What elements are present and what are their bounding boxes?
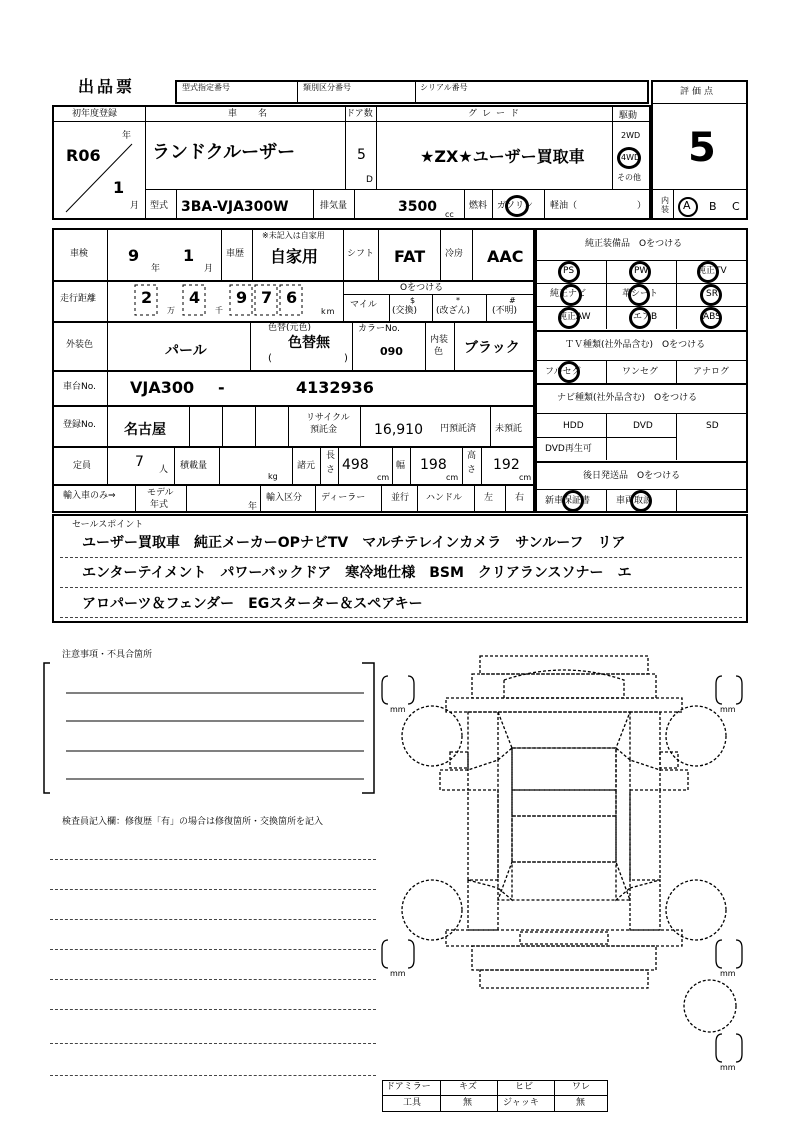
tv-title: ＴＶ種類(社外品含む) Oをつける xyxy=(565,340,706,350)
equip-airbag: エアB xyxy=(633,312,658,322)
doors-unit: D xyxy=(366,175,373,185)
height-label-1: 高 xyxy=(467,451,477,461)
recycle-not: 未預託 xyxy=(495,424,523,434)
later-warranty: 新車保証書 xyxy=(545,496,591,506)
fuel-gasoline: ガソリン xyxy=(497,201,534,211)
mileage-altered: (改ざん) xyxy=(436,306,471,316)
repaint-paren-left: ( xyxy=(268,353,272,364)
ac-value: AAC xyxy=(487,247,524,266)
mileage-digit: 6 xyxy=(286,288,298,307)
model-value: 3BA-VJA300W xyxy=(181,199,289,215)
inspection-month-unit: 月 xyxy=(204,264,214,274)
color-no-label: カラーNo. xyxy=(358,324,400,334)
mileage-digit-boxes xyxy=(109,281,345,321)
first-reg-label: 初年度登録 xyxy=(72,109,118,119)
first-reg-year-unit: 年 xyxy=(122,131,132,141)
equip-abs-circle xyxy=(700,307,722,329)
capacity-label: 定員 xyxy=(73,461,92,471)
width-value: 198 xyxy=(420,457,447,473)
equip-navi: 純正ナビ xyxy=(550,289,587,299)
history-label: 車歴 xyxy=(226,249,245,259)
tv-analog: アナログ xyxy=(693,367,730,377)
car-damage-diagram xyxy=(380,640,752,1080)
interior-a: A xyxy=(683,199,691,212)
mileage-unknown: (不明) xyxy=(492,306,518,316)
score-label: 評価点 xyxy=(680,87,717,97)
mileage-digit: 7 xyxy=(261,288,273,307)
equip-sr-circle xyxy=(700,284,722,306)
recycle-label-1: リサイクル xyxy=(306,413,350,423)
exterior-label: 外装色 xyxy=(66,340,94,350)
height-unit: cm xyxy=(519,473,532,482)
form-title: 出品票 xyxy=(78,77,136,96)
interior-c: C xyxy=(732,200,740,213)
equip-ps-circle xyxy=(558,261,580,283)
first-reg-slash xyxy=(62,140,138,216)
notes-label: 注意事項・不具合箇所 xyxy=(62,650,153,660)
chassis-number: 4132936 xyxy=(296,378,374,397)
mileage-km: km xyxy=(321,307,336,316)
mark-note: Oをつける xyxy=(400,283,444,293)
first-reg-year: R06 xyxy=(66,146,101,165)
later-warranty-circle xyxy=(562,490,584,512)
capacity-unit: 人 xyxy=(159,465,169,475)
legend-value: 無 xyxy=(576,1098,586,1108)
chassis-dash: - xyxy=(218,378,225,397)
equip-tv: 純正TV xyxy=(697,266,727,276)
mileage-label: 走行距離 xyxy=(60,294,97,304)
notes-bracket xyxy=(40,655,385,800)
tv-fullseg-circle xyxy=(558,361,580,383)
displacement-value: 3500 xyxy=(398,199,437,215)
equip-airbag-circle xyxy=(629,307,651,329)
load-label: 積載量 xyxy=(180,461,208,471)
drive-4wd-circle xyxy=(617,147,641,169)
drive-other: その他 xyxy=(617,173,641,182)
later-manual: 車両取説 xyxy=(616,496,653,506)
car-name-label: 車 名 xyxy=(228,109,274,119)
recycle-amount: 16,910 xyxy=(374,422,423,438)
mileage-exchange: (交換) xyxy=(392,306,418,316)
legend-value: 無 xyxy=(463,1098,473,1108)
sales-line: エンターテイメント パワーバックドア 寒冷地仕様 BSM クリアランスソナー エ xyxy=(82,565,632,581)
serial-header-box xyxy=(175,80,649,104)
navi-dvd-play: DVD再生可 xyxy=(545,444,592,454)
grade-label: グレード xyxy=(468,109,525,119)
mileage-digit: 2 xyxy=(141,288,153,307)
serial-label: シリアル番号 xyxy=(420,83,468,92)
height-value: 192 xyxy=(493,457,520,473)
later-title: 後日発送品 Oをつける xyxy=(583,471,681,481)
color-no-value: 090 xyxy=(380,345,403,358)
interior-label: 内装 xyxy=(661,196,669,214)
mileage-mile: マイル xyxy=(350,300,377,310)
legend-header: ワレ xyxy=(572,1082,591,1092)
equip-title: 純正装備品 Oをつける xyxy=(585,239,683,249)
capacity-value: 7 xyxy=(135,454,144,470)
length-label-1: 長 xyxy=(326,451,336,461)
recycle-done: 円預託済 xyxy=(440,424,477,434)
reg-value: 名古屋 xyxy=(124,422,166,438)
handle-right: 右 xyxy=(515,493,525,503)
fuel-paren: ） xyxy=(637,201,647,211)
chassis-label: 車台No. xyxy=(63,382,96,392)
navi-hdd: HDD xyxy=(563,421,584,431)
mileage-sen: 千 xyxy=(215,306,223,315)
import-label: 輸入車のみ⇒ xyxy=(63,491,116,501)
interior-b: B xyxy=(709,200,717,213)
legend-value: ジャッキ xyxy=(503,1098,539,1108)
later-manual-circle xyxy=(630,490,652,512)
equip-navi-circle xyxy=(560,284,582,306)
mm-label-fl: mm xyxy=(390,705,406,714)
model-year-unit: 年 xyxy=(248,502,258,512)
navi-title: ナビ種類(社外品含む) Oをつける xyxy=(557,393,698,403)
model-year-label-2: 年式 xyxy=(150,500,169,510)
inspection-year-unit: 年 xyxy=(151,264,161,274)
mm-label-spare: mm xyxy=(720,1063,736,1072)
length-value: 498 xyxy=(342,457,369,473)
shift-value: FAT xyxy=(394,247,426,266)
equip-tv-circle xyxy=(697,261,719,283)
mm-label-rr: mm xyxy=(720,969,736,978)
chassis-prefix: VJA300 xyxy=(130,378,195,397)
score-value: 5 xyxy=(688,125,716,171)
mileage-man: 万 xyxy=(167,306,175,315)
import-type-label: 輸入区分 xyxy=(266,493,303,503)
mm-label-rl: mm xyxy=(390,969,406,978)
inspection-month: 1 xyxy=(183,246,195,265)
navi-dvd: DVD xyxy=(633,421,653,431)
displacement-label: 排気量 xyxy=(320,201,348,211)
legend-header: ドアミラー xyxy=(386,1082,431,1092)
inspector-label: 検査員記入欄：修復歴「有」の場合は修復箇所・交換箇所を記入 xyxy=(62,817,324,827)
drive-2wd: 2WD xyxy=(621,131,641,140)
tv-fullseg: フルセグ xyxy=(545,367,581,377)
dims-label: 諸元 xyxy=(297,461,316,471)
equip-leather-circle xyxy=(628,284,650,306)
ac-label: 冷房 xyxy=(445,249,464,259)
equip-abs: ABS xyxy=(703,312,721,322)
fuel-label: 燃料 xyxy=(469,201,488,211)
mileage-digit: 9 xyxy=(236,288,248,307)
mm-label-fr: mm xyxy=(720,705,736,714)
width-unit: cm xyxy=(446,473,459,482)
legend-value: 工具 xyxy=(403,1098,422,1108)
equip-ps: PS xyxy=(563,266,575,276)
repaint-paren-right: ) xyxy=(344,353,348,364)
displacement-unit: cc xyxy=(445,210,454,219)
handle-left: 左 xyxy=(484,493,494,503)
fuel-gasoline-circle xyxy=(505,195,529,217)
interior-a-circle xyxy=(678,197,698,217)
mileage-exchange-sym: $ xyxy=(410,296,416,305)
int-color-value: ブラック xyxy=(464,340,520,356)
history-value: 自家用 xyxy=(270,247,319,266)
equip-pw-circle xyxy=(629,261,651,283)
drive-4wd: 4WD xyxy=(621,153,641,162)
exterior-value: パール xyxy=(165,343,207,359)
category-label: 類別区分番号 xyxy=(303,83,351,92)
equip-leather: 革シート xyxy=(622,289,659,299)
sales-label: セールスポイント xyxy=(72,520,144,530)
equip-aw-circle xyxy=(558,307,580,329)
length-label-2: さ xyxy=(326,465,336,475)
load-unit: kg xyxy=(268,472,278,481)
type-approval-label: 型式指定番号 xyxy=(182,83,230,92)
tv-oneseg: ワンセグ xyxy=(622,367,659,377)
int-color-label-2: 色 xyxy=(434,347,444,357)
legend-header: ヒビ xyxy=(515,1082,534,1092)
handle-label: ハンドル xyxy=(426,493,463,503)
drive-label: 駆動 xyxy=(619,111,638,121)
reg-label: 登録No. xyxy=(63,420,96,430)
sales-line: アロパーツ＆フェンダー EGスターター＆スペアキー xyxy=(82,596,423,612)
mileage-digit: 4 xyxy=(189,288,201,307)
width-label: 幅 xyxy=(396,461,406,471)
model-label: 型式 xyxy=(150,201,169,211)
model-year-label-1: モデル xyxy=(147,488,174,498)
doors-value: 5 xyxy=(357,147,366,163)
inspection-year: 9 xyxy=(128,246,140,265)
height-label-2: さ xyxy=(467,465,477,475)
grade-value: ★ZX★ユーザー買取車 xyxy=(420,147,585,166)
parallel-option: 並行 xyxy=(391,493,410,503)
length-unit: cm xyxy=(377,473,390,482)
navi-sd: SD xyxy=(706,421,719,431)
repaint-value: 色替無 xyxy=(288,335,330,351)
dealer-option: ディーラー xyxy=(321,493,366,503)
int-color-label-1: 内装 xyxy=(430,335,449,345)
doors-label: ドア数 xyxy=(346,109,373,119)
history-note: ※未記入は自家用 xyxy=(262,231,325,240)
first-reg-month: 1 xyxy=(113,178,125,197)
car-name: ランドクルーザー xyxy=(152,142,296,163)
sales-line: ユーザー買取車 純正メーカーOPナビTV マルチテレインカメラ サンルーフ リア xyxy=(82,535,626,551)
first-reg-month-unit: 月 xyxy=(130,201,140,211)
recycle-label-2: 預託金 xyxy=(310,425,338,435)
legend-header: キズ xyxy=(459,1082,477,1092)
shift-label: シフト xyxy=(347,249,375,259)
repaint-label: 色替(元色) xyxy=(268,323,312,333)
inspection-label: 車検 xyxy=(70,249,89,259)
fuel-light: 軽油（ xyxy=(550,201,578,211)
mileage-unknown-sym: # xyxy=(509,296,516,305)
equip-aw: 純正AW xyxy=(558,312,591,322)
equip-pw: PW xyxy=(634,266,649,276)
equip-sr: SR xyxy=(706,289,718,299)
mileage-altered-sym: * xyxy=(456,296,460,305)
